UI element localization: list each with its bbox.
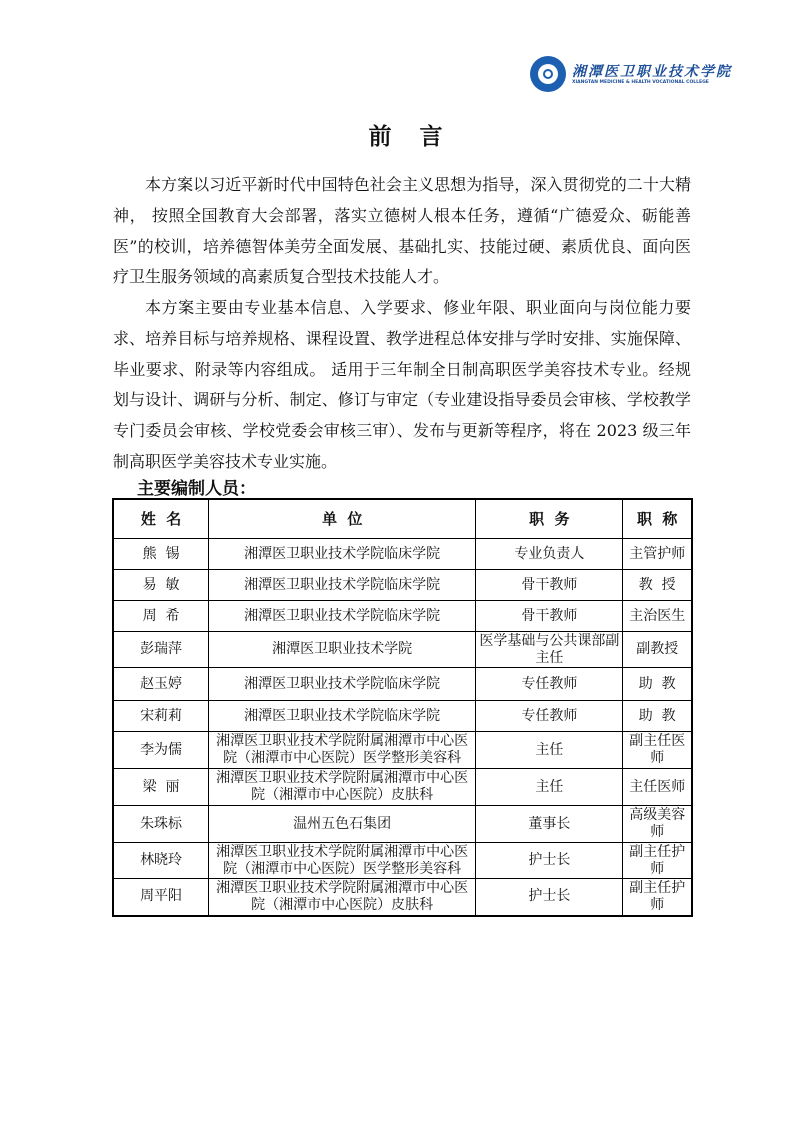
cell-name: 彭瑞萍 xyxy=(113,632,209,668)
cell-unit: 湘潭医卫职业技术学院临床学院 xyxy=(209,539,476,570)
cell-position: 医学基础与公共课部副主任 xyxy=(476,632,623,668)
staff-table xyxy=(112,498,693,917)
table-row xyxy=(113,701,692,732)
table-row xyxy=(113,879,692,916)
cell-position: 骨干教师 xyxy=(476,601,623,632)
table-row xyxy=(113,570,692,601)
header-unit: 单 位 xyxy=(209,499,476,539)
header-name: 姓 名 xyxy=(113,499,209,539)
cell-position: 董事长 xyxy=(476,806,623,843)
cell-title: 主管护师 xyxy=(623,539,692,570)
cell-unit: 温州五色石集团 xyxy=(209,806,476,843)
cell-unit: 湘潭医卫职业技术学院临床学院 xyxy=(209,570,476,601)
table-row xyxy=(113,632,692,668)
cell-position: 主任 xyxy=(476,769,623,806)
cell-title: 助 教 xyxy=(623,668,692,701)
table-row xyxy=(113,769,692,806)
header-title: 职 称 xyxy=(623,499,692,539)
cell-unit: 湘潭医卫职业技术学院附属湘潭市中心医院（湘潭市中心医院）皮肤科 xyxy=(209,879,476,916)
logo-english-name: XIANGTAN MEDICINE & HEALTH VOCATIONAL COLLEGE xyxy=(572,79,709,85)
table-row xyxy=(113,539,692,570)
cell-name: 熊 锡 xyxy=(113,539,209,570)
cell-unit: 湘潭医卫职业技术学院 xyxy=(209,632,476,668)
table-row xyxy=(113,601,692,632)
cell-unit: 湘潭医卫职业技术学院临床学院 xyxy=(209,601,476,632)
cell-title: 副教授 xyxy=(623,632,692,668)
cell-name: 梁 丽 xyxy=(113,769,209,806)
cell-position: 护士长 xyxy=(476,843,623,879)
cell-position: 专任教师 xyxy=(476,668,623,701)
cell-name: 赵玉婷 xyxy=(113,668,209,701)
college-seal-icon xyxy=(530,56,566,92)
header-position: 职 务 xyxy=(476,499,623,539)
cell-title: 副主任护师 xyxy=(623,843,692,879)
cell-position: 骨干教师 xyxy=(476,570,623,601)
table-row xyxy=(113,732,692,769)
staff-heading: 主要编制人员： xyxy=(137,479,256,499)
cell-title: 主任医师 xyxy=(623,769,692,806)
cell-position: 护士长 xyxy=(476,879,623,916)
cell-title: 助 教 xyxy=(623,701,692,732)
cell-name: 周平阳 xyxy=(113,879,209,916)
cell-position: 主任 xyxy=(476,732,623,769)
cell-name: 易 敏 xyxy=(113,570,209,601)
cell-name: 宋莉莉 xyxy=(113,701,209,732)
cell-title: 副主任医师 xyxy=(623,732,692,769)
cell-title: 主治医生 xyxy=(623,601,692,632)
preface-paragraph-2: 本方案主要由专业基本信息、入学要求、修业年限、职业面向与岗位能力要求、培养目标与培养规格、课程设置、教学进程总体安排与学时安排、实施保障、毕业要求、附录等内容组成。 适用于三年制全日制高职医学美容技术专业。经规划与设计、调研与分析、制定、修订与审定（专业建设指导委员会审核、学校教学专门委员会审核、学校党委会审核三审）、发布与更新等程序，将在 2023 级三年制高职医学美容技术专业实施。 xyxy=(113,298,691,471)
cell-title: 高级美容师 xyxy=(623,806,692,843)
cell-unit: 湘潭医卫职业技术学院附属湘潭市中心医院（湘潭市中心医院）皮肤科 xyxy=(209,769,476,806)
college-logo xyxy=(530,56,732,92)
table-row xyxy=(113,843,692,879)
cell-unit: 湘潭医卫职业技术学院附属湘潭市中心医院（湘潭市中心医院）医学整形美容科 xyxy=(209,732,476,769)
cell-unit: 湘潭医卫职业技术学院临床学院 xyxy=(209,668,476,701)
cell-name: 周 希 xyxy=(113,601,209,632)
cell-name: 李为儒 xyxy=(113,732,209,769)
cell-unit: 湘潭医卫职业技术学院附属湘潭市中心医院（湘潭市中心医院）医学整形美容科 xyxy=(209,843,476,879)
cell-unit: 湘潭医卫职业技术学院临床学院 xyxy=(209,701,476,732)
cell-title: 教 授 xyxy=(623,570,692,601)
page-title: 前 言 xyxy=(368,124,447,150)
logo-chinese-name: 湘潭医卫职业技术学院 xyxy=(572,63,732,80)
cell-name: 林晓玲 xyxy=(113,843,209,879)
preface-paragraph-1: 本方案以习近平新时代中国特色社会主义思想为指导，深入贯彻党的二十大精神， 按照全国教育大会部署，落实立德树人根本任务，遵循“广德爱众、砺能善医”的校训，培养德智体美劳全面发展、基础扎实、技能过硬、素质优良、面向医疗卫生服务领域的高素质复合型技术技能人才。 xyxy=(113,175,691,287)
table-row xyxy=(113,806,692,843)
cell-position: 专业负责人 xyxy=(476,539,623,570)
cell-position: 专任教师 xyxy=(476,701,623,732)
cell-name: 朱珠标 xyxy=(113,806,209,843)
cell-title: 副主任护师 xyxy=(623,879,692,916)
table-row xyxy=(113,668,692,701)
table-header-row xyxy=(113,499,692,539)
